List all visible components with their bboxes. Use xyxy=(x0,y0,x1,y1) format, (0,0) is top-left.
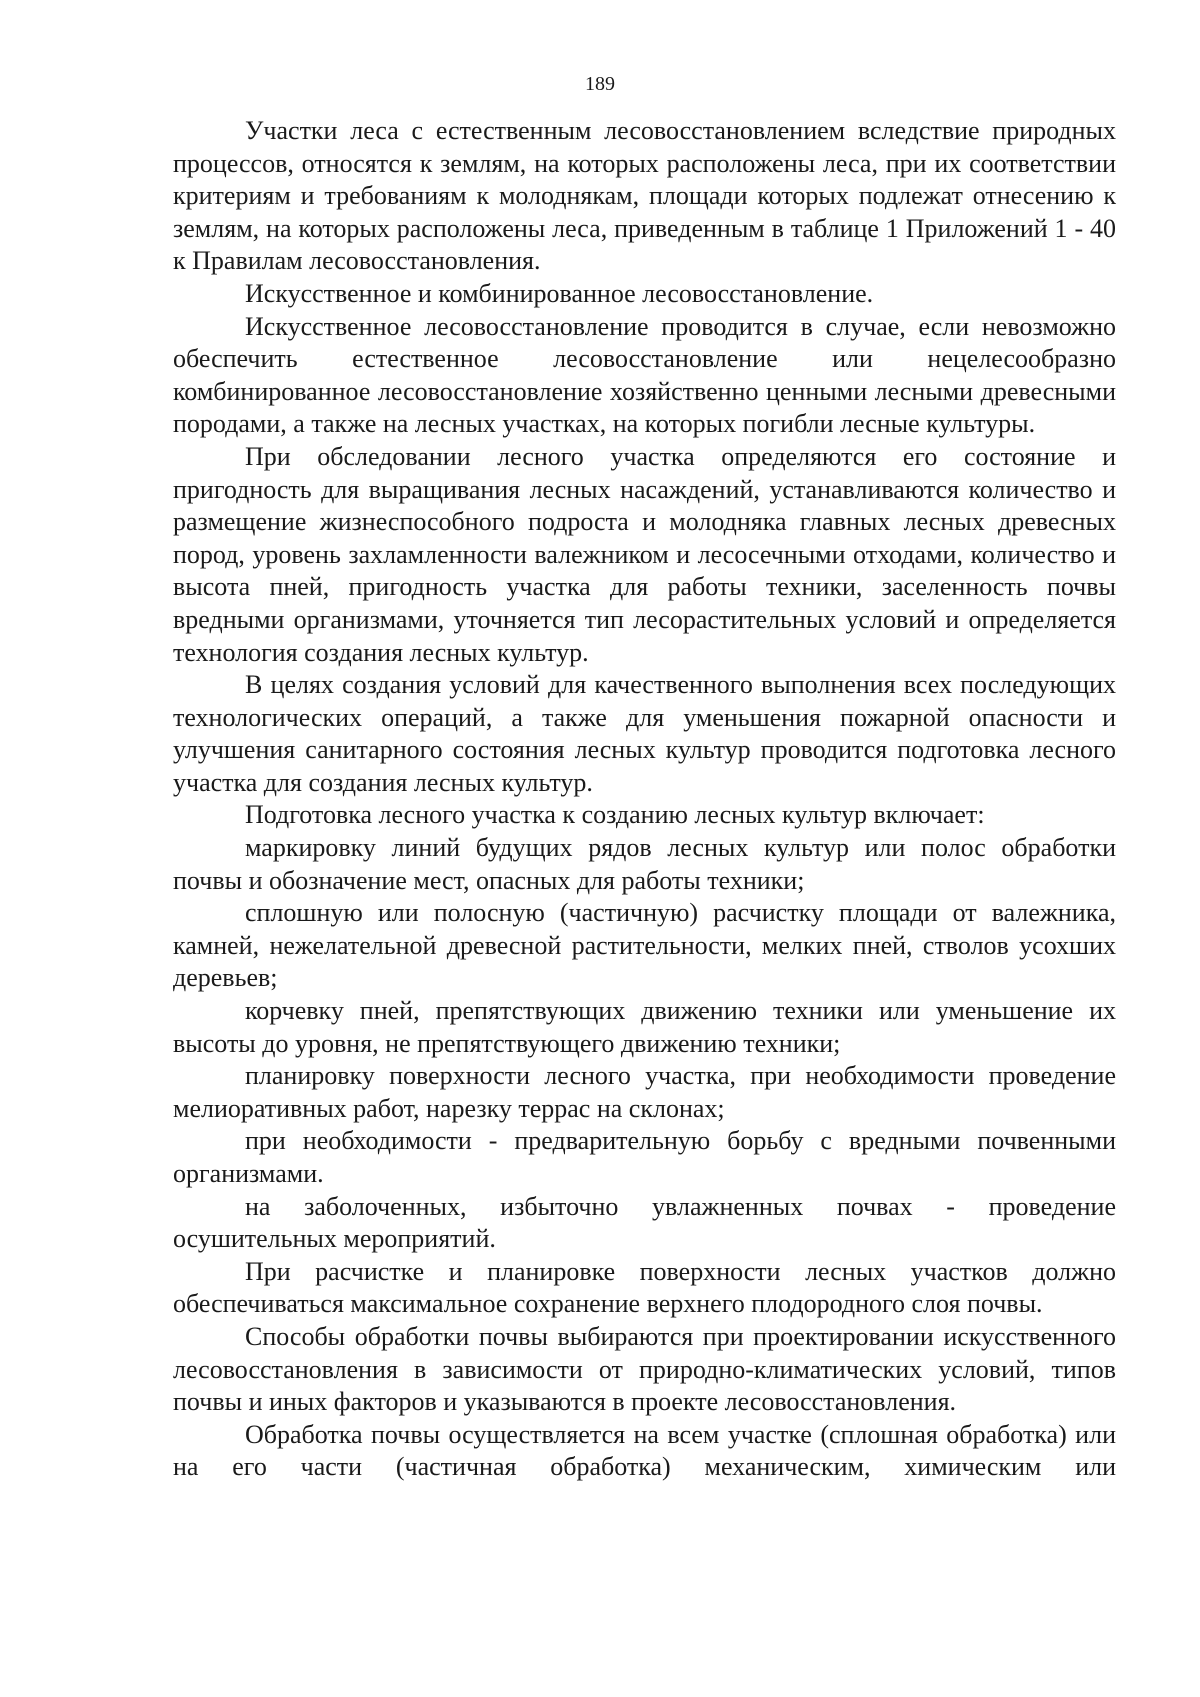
list-item-marking: маркировку линий будущих рядов лесных культур или полос обработки почвы и обозначение мест, опасных для работы техники; xyxy=(173,833,1116,895)
list-item-clearing: сплошную или полосную (частичную) расчистку площади от валежника, камней, нежелательной древесной растительности, мелких пней, стволов усохших деревьев; xyxy=(173,898,1116,993)
paragraph-natural-regeneration: Участки леса с естественным лесовосстановлением вследствие природных процессов, относятся к землям, на которых расположены леса, при их соответствии критериям и требованиям к молоднякам, площади которых подлежат отнесению к землям, на которых расположены леса, приведенным в таблице 1 Приложений 1 - 40 к Правилам лесовосстановления. xyxy=(173,116,1116,276)
document-body xyxy=(173,115,1116,1484)
list-item-pest-control: при необходимости - предварительную борьбу с вредными почвенными организмами. xyxy=(173,1126,1116,1188)
paragraph-soil-treatment-methods: Способы обработки почвы выбираются при проектировании искусственного лесовосстановления в зависимости от природно-климатических условий, типов почвы и иных факторов и указываются в проекте лесовосстановления. xyxy=(173,1321,1116,1417)
paragraph-artificial-regeneration: Искусственное лесовосстановление проводится в случае, если невозможно обеспечить естественное лесовосстановление или нецелесообразно комбинированное лесовосстановление хозяйственно ценными лесными древесными породами, а также на лесных участках, на которых погибли лесные культуры. xyxy=(173,311,1116,439)
paragraph-site-preparation-purpose: В целях создания условий для качественного выполнения всех последующих технологических операций, а также для уменьшения пожарной опасности и улучшения санитарного состояния лесных культур проводится подготовка лесного участка для создания лесных культур. xyxy=(173,670,1116,797)
paragraph-topsoil-preservation: При расчистке и планировке поверхности лесных участков должно обеспечиваться максимальное сохранение верхнего плодородного слоя почвы. xyxy=(173,1256,1116,1319)
list-item-drainage: на заболоченных, избыточно увлажненных почвах - проведение осушительных мероприятий. xyxy=(173,1191,1116,1254)
list-item-surface-planning: планировку поверхности лесного участка, при необходимости проведение мелиоративных работ, нарезку террас на склонах; xyxy=(173,1061,1116,1123)
paragraph-site-survey: При обследовании лесного участка определяются его состояние и пригодность для выращивания лесных насаждений, устанавливаются количество и размещение жизнеспособного подроста и молодняка главных лесных древесных пород, уровень захламленности валежником и лесосечными отходами, количество и высота пней, пригодность участка для работы техники, заселенность почвы вредными организмами, уточняется тип лесорастительных условий и определяется технология создания лесных культур. xyxy=(173,441,1116,667)
list-item-stump-removal: корчевку пней, препятствующих движению техники или уменьшение их высоты до уровня, не препятствующего движению техники; xyxy=(173,996,1116,1058)
paragraph-soil-treatment-continued: Обработка почвы осуществляется на всем участке (сплошная обработка) или на его части (частичная обработка) механическим, химическим или xyxy=(173,1419,1116,1482)
paragraph-section-heading: Искусственное и комбинированное лесовосстановление. xyxy=(245,278,874,308)
paragraph-preparation-includes: Подготовка лесного участка к созданию лесных культур включает: xyxy=(245,800,985,830)
page-number: 189 xyxy=(585,73,615,95)
